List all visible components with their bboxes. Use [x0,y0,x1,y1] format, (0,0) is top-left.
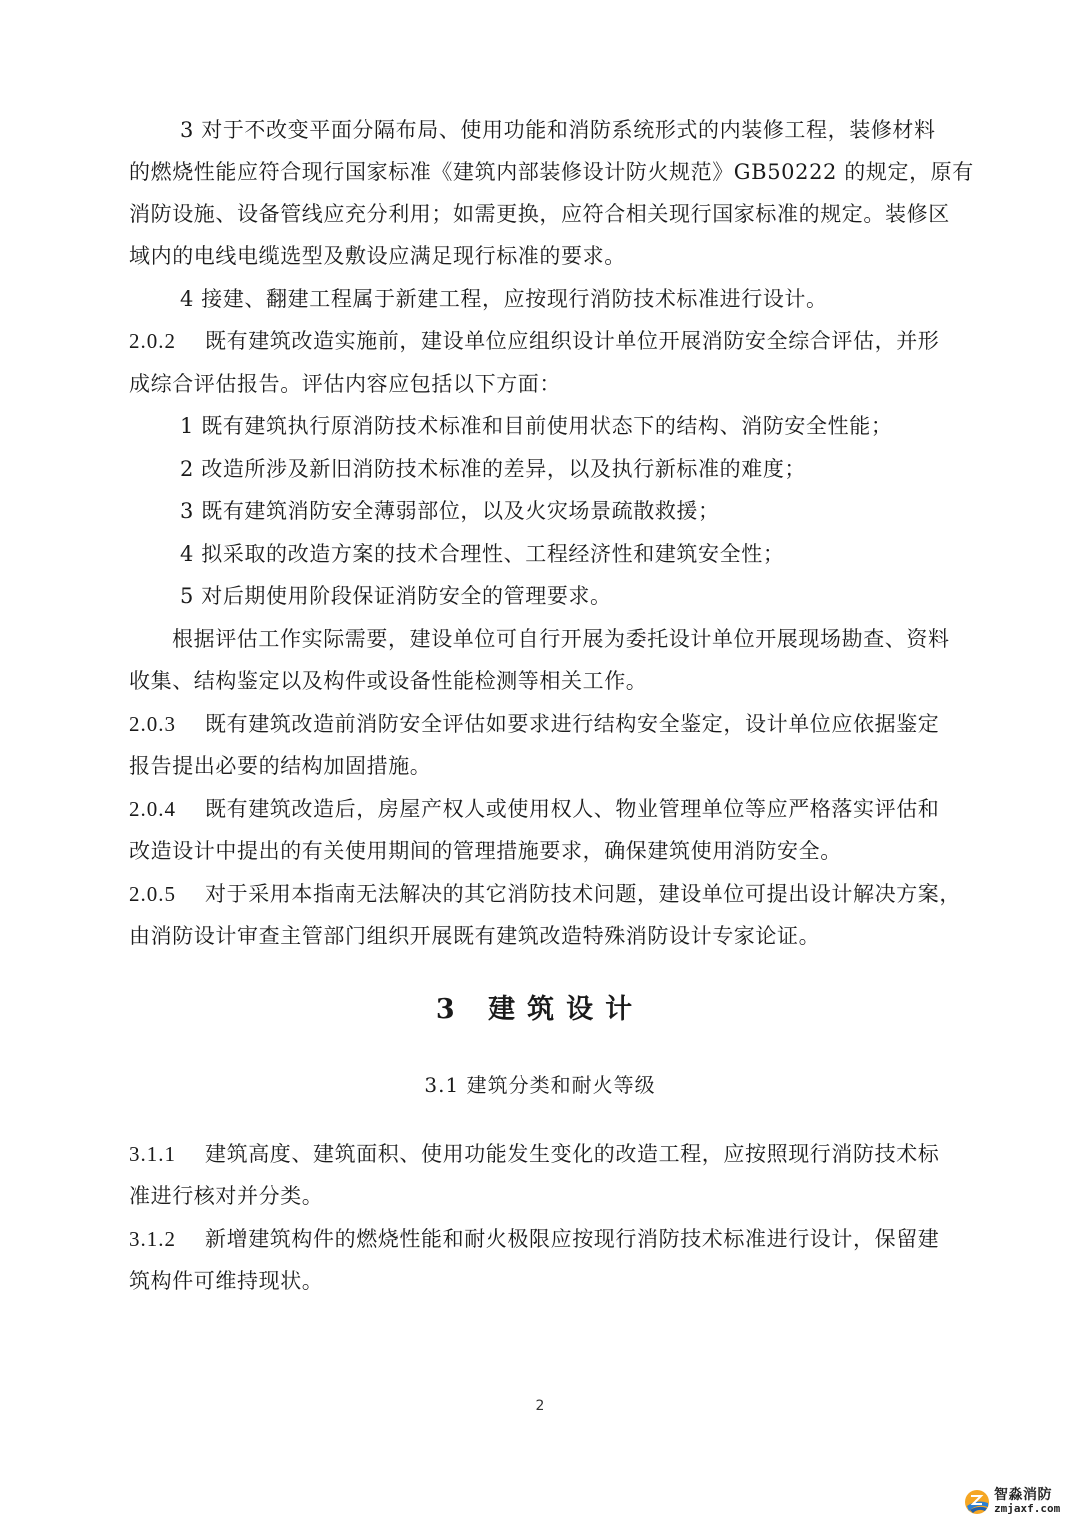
section-title: 3.1 建筑分类和耐火等级 [424,1073,656,1097]
page-number: 2 [535,1398,545,1414]
clause-number: 3.1.2 [129,1227,176,1251]
clause-3-1-1 [129,1139,953,1169]
clause-number: 2.0.2 [129,329,176,353]
paragraph-line: 根据评估工作实际需要，建设单位可自行开展为委托设计单位开展现场勘查、资料 [172,627,950,651]
paragraph-line: 收集、结构鉴定以及构件或设备性能检测等相关工作。 [129,669,648,693]
paragraph-line: 由消防设计审查主管部门组织开展既有建筑改造特殊消防设计专家论证。 [129,924,821,948]
clause-2-0-5 [129,879,961,909]
paragraph-line: 改造设计中提出的有关使用期间的管理措施要求，确保建筑使用消防安全。 [129,839,842,863]
paragraph-line: 筑构件可维持现状。 [129,1269,324,1293]
watermark-url: zmjaxf.com [994,1502,1061,1515]
clause-text: 对于采用本指南无法解决的其它消防技术问题，建设单位可提出设计解决方案， [205,882,961,906]
watermark-name: 智淼消防 [994,1487,1052,1503]
paragraph-line: 消防设施、设备管线应充分利用；如需更换，应符合相关现行国家标准的规定。装修区 [129,202,950,226]
paragraph-line: 准进行核对并分类。 [129,1184,324,1208]
clause-number: 2.0.4 [129,797,176,821]
list-item: 3 既有建筑消防安全薄弱部位，以及火灾场景疏散救援； [180,499,720,523]
clause-2-0-2 [129,326,953,356]
watermark [964,1484,1074,1520]
clause-text: 既有建筑改造前消防安全评估如要求进行结构安全鉴定，设计单位应依据鉴定 [205,712,940,736]
clause-text: 新增建筑构件的燃烧性能和耐火极限应按现行消防技术标准进行设计，保留建 [205,1227,940,1251]
clause-text: 既有建筑改造后，房屋产权人或使用权人、物业管理单位等应严格落实评估和 [205,797,940,821]
clause-2-0-3 [129,709,953,739]
clause-number: 2.0.3 [129,712,176,736]
watermark-text [994,1489,1060,1515]
list-item: 2 改造所涉及新旧消防技术标准的差异，以及执行新标准的难度； [180,457,807,481]
clause-3-1-2 [129,1224,953,1254]
paragraph-line: 报告提出必要的结构加固措施。 [129,754,432,778]
list-item: 5 对后期使用阶段保证消防安全的管理要求。 [180,584,612,608]
paragraph-line: 域内的电线电缆选型及敷设应满足现行标准的要求。 [129,244,626,268]
zm-logo-icon [964,1489,990,1515]
clause-2-0-4 [129,794,953,824]
clause-number: 3.1.1 [129,1142,176,1166]
chapter-title: 3 建筑设计 [435,994,645,1025]
paragraph-line: 4 接建、翻建工程属于新建工程，应按现行消防技术标准进行设计。 [180,287,828,311]
clause-text: 建筑高度、建筑面积、使用功能发生变化的改造工程，应按照现行消防技术标 [205,1142,940,1166]
paragraph-line: 的燃烧性能应符合现行国家标准《建筑内部装修设计防火规范》GB50222 的规定，原有 [129,160,974,184]
paragraph-line: 3 对于不改变平面分隔布局、使用功能和消防系统形式的内装修工程，装修材料 [180,118,936,142]
list-item: 1 既有建筑执行原消防技术标准和目前使用状态下的结构、消防安全性能； [180,414,893,438]
clause-text: 既有建筑改造实施前，建设单位应组织设计单位开展消防安全综合评估，并形 [205,329,940,353]
clause-number: 2.0.5 [129,882,176,906]
paragraph-line: 成综合评估报告。评估内容应包括以下方面： [129,372,561,396]
list-item: 4 拟采取的改造方案的技术合理性、工程经济性和建筑安全性； [180,542,785,566]
